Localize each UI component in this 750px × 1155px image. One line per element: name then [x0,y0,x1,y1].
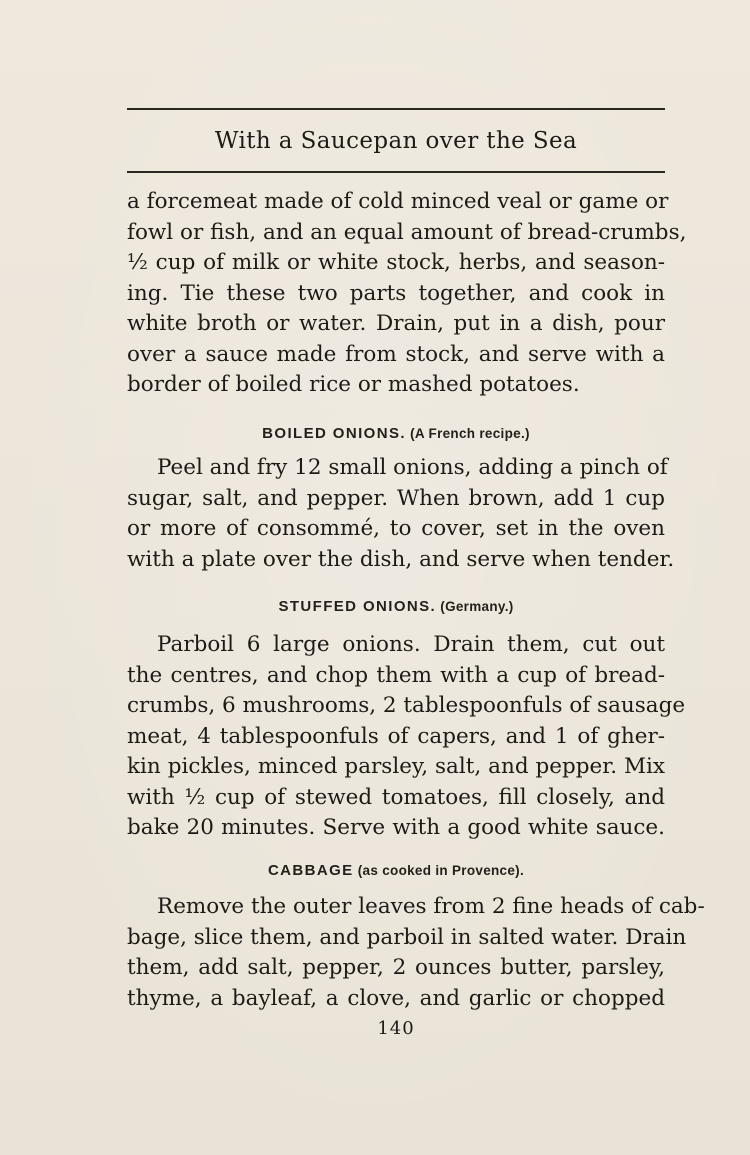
text-line: border of boiled rice or mashed potatoes. [127,372,580,397]
recipe-heading-cabbage [127,861,665,881]
text-line: sugar, salt, and pepper. When brown, add 1 cup [127,485,665,511]
recipe-heading-stuffed-onions [127,597,665,617]
text-line: Peel and fry 12 small onions, adding a pinch of [157,455,668,480]
text-line: or more of consommé, to cover, set in the oven [127,516,665,541]
recipe-body-boiled-onions [127,453,675,575]
text-line: Parboil 6 large onions. Drain them, cut out [157,632,665,657]
intro-paragraph [127,187,687,401]
recipe-heading-boiled-onions [127,424,665,444]
recipe-subtitle: (as cooked in Provence). [357,863,525,878]
text-line: them, add salt, pepper, 2 ounces butter, parsley, [127,955,665,980]
text-line: bake 20 minutes. Serve with a good white sauce. [127,815,665,840]
recipe-body-cabbage [127,892,705,1014]
text-line: a forcemeat made of cold minced veal or game or [127,189,669,214]
text-line: white broth or water. Drain, put in a dish, pour [127,311,665,336]
text-line: fowl or fish, and an equal amount of bread-crumbs, [127,219,687,245]
recipe-subtitle: (Germany.) [440,599,514,614]
text-line: Remove the outer leaves from 2 fine heads of cab- [157,894,705,919]
recipe-body-stuffed-onions [127,630,686,844]
page-number: 140 [377,1018,415,1039]
recipe-subtitle: (A French recipe.) [410,426,530,441]
text-line: with ½ cup of stewed tomatoes, fill closely, and [127,784,665,810]
header-bottom-rule [127,171,665,173]
text-line: bage, slice them, and parboil in salted water. Drain [127,924,687,950]
text-line: thyme, a bayleaf, a clove, and garlic or chopped [127,985,665,1011]
text-line: ½ cup of milk or white stock, herbs, and season- [127,250,665,275]
recipe-title: BOILED ONIONS. [262,425,406,442]
text-line: meat, 4 tablespoonfuls of capers, and 1 of gher- [127,723,665,749]
text-line: ing. Tie these two parts together, and cook in [127,280,665,306]
recipe-title: CABBAGE [267,862,354,879]
text-line: crumbs, 6 mushrooms, 2 tablespoonfuls of sausage [127,693,686,718]
text-line: the centres, and chop them with a cup of bread- [127,662,665,688]
running-head: With a Saucepan over the Sea [214,128,578,154]
text-line: over a sauce made from stock, and serve with a [127,341,665,367]
text-line: kin pickles, minced parsley, salt, and pepper. Mix [127,754,665,779]
recipe-title: STUFFED ONIONS. [278,598,437,615]
text-line: with a plate over the dish, and serve when tender. [127,546,675,572]
header-top-rule [127,108,665,110]
